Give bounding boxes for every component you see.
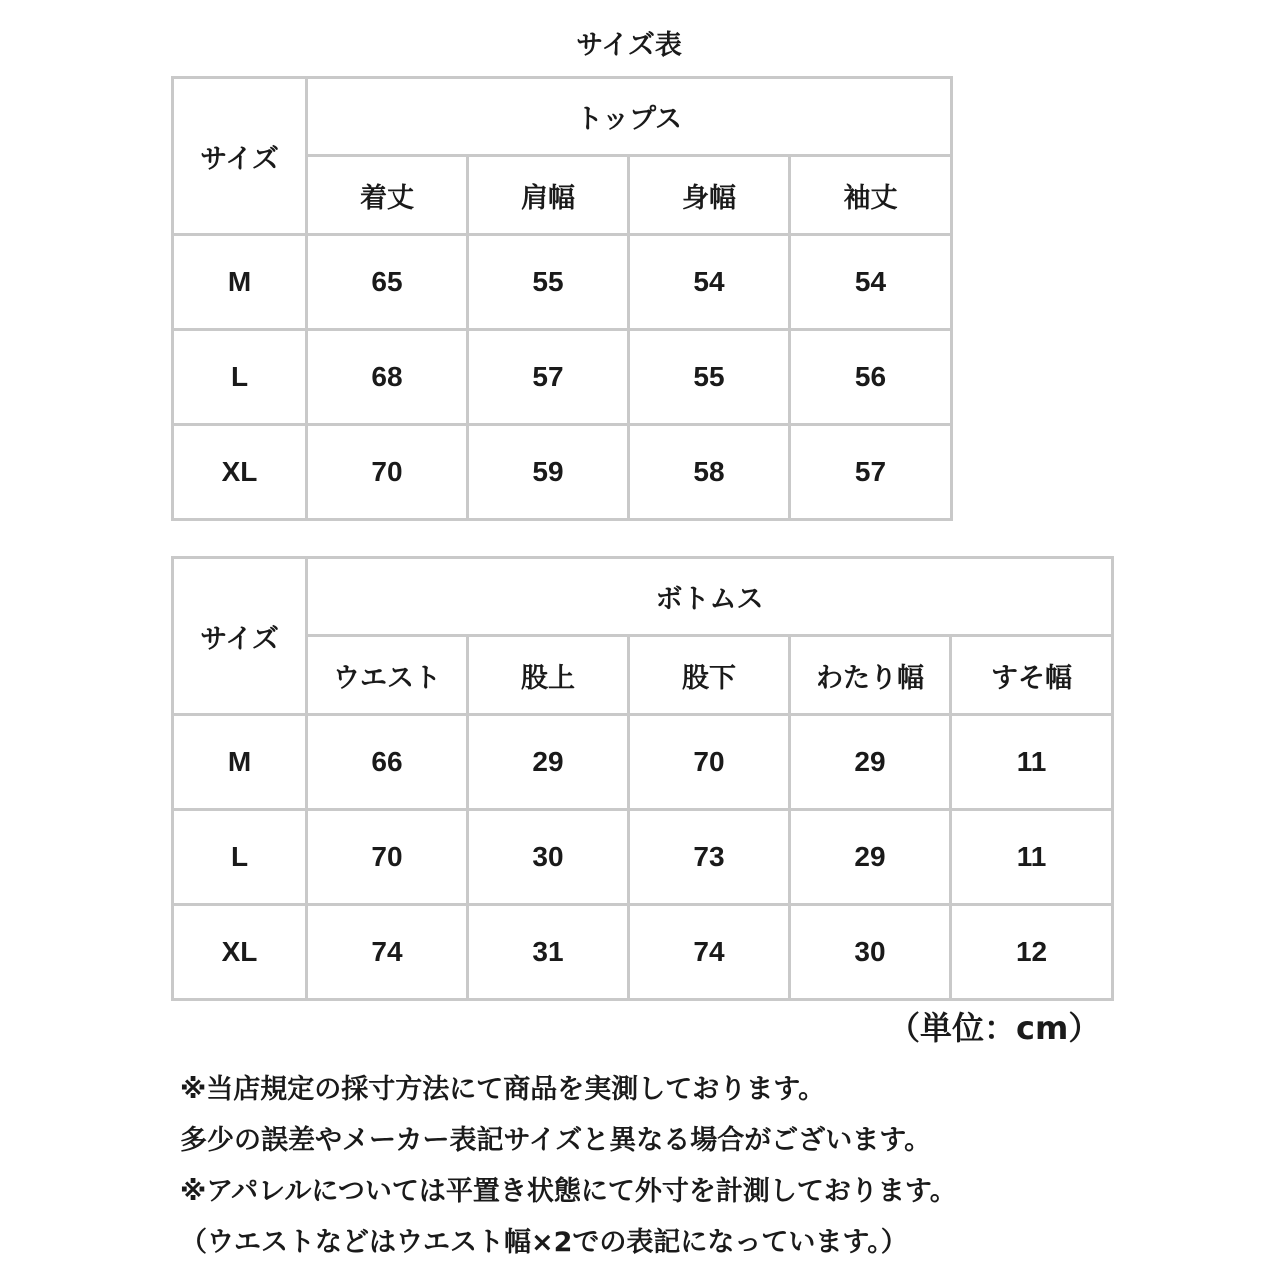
value-cell: 55 — [468, 235, 629, 330]
table-row — [173, 235, 952, 330]
value-cell: 54 — [790, 235, 952, 330]
size-header-cell: サイズ — [173, 558, 307, 715]
value-cell: 70 — [629, 715, 790, 810]
size-label-cell: XL — [173, 425, 307, 520]
measurement-notes — [180, 1064, 1260, 1268]
value-cell: 30 — [468, 810, 629, 905]
note-line: （ウエストなどはウエスト幅×2での表記になっています。） — [180, 1227, 908, 1258]
column-header: わたり幅 — [790, 636, 951, 715]
value-cell: 54 — [629, 235, 790, 330]
unit-note: （単位：cm） — [888, 1009, 1101, 1047]
table-row — [173, 810, 1113, 905]
value-cell: 30 — [790, 905, 951, 1000]
bottoms-size-table — [171, 556, 1114, 1001]
note-line: 多少の誤差やメーカー表記サイズと異なる場合がございます。 — [180, 1125, 932, 1156]
value-cell: 12 — [951, 905, 1113, 1000]
column-header: 着丈 — [307, 156, 468, 235]
table-row — [173, 330, 952, 425]
value-cell: 66 — [307, 715, 468, 810]
column-header: すそ幅 — [951, 636, 1113, 715]
value-cell: 31 — [468, 905, 629, 1000]
value-cell: 56 — [790, 330, 952, 425]
value-cell: 11 — [951, 715, 1113, 810]
value-cell: 29 — [790, 810, 951, 905]
value-cell: 65 — [307, 235, 468, 330]
value-cell: 55 — [629, 330, 790, 425]
column-header: 身幅 — [629, 156, 790, 235]
value-cell: 74 — [629, 905, 790, 1000]
size-header-cell: サイズ — [173, 78, 307, 235]
note-line: ※アパレルについては平置き状態にて外寸を計測しております。 — [180, 1176, 957, 1207]
column-header: 股上 — [468, 636, 629, 715]
size-label-cell: L — [173, 330, 307, 425]
tops-group-header: トップス — [307, 78, 952, 156]
bottoms-group-header: ボトムス — [307, 558, 1113, 636]
size-label-cell: M — [173, 715, 307, 810]
column-header: 袖丈 — [790, 156, 952, 235]
value-cell: 70 — [307, 425, 468, 520]
table-row — [173, 905, 1113, 1000]
table-row — [173, 715, 1113, 810]
value-cell: 57 — [790, 425, 952, 520]
value-cell: 58 — [629, 425, 790, 520]
table-row — [173, 425, 952, 520]
value-cell: 74 — [307, 905, 468, 1000]
value-cell: 11 — [951, 810, 1113, 905]
page-title: サイズ表 — [576, 30, 682, 61]
note-line: ※当店規定の採寸方法にて商品を実測しております。 — [180, 1074, 826, 1105]
value-cell: 59 — [468, 425, 629, 520]
column-header: ウエスト — [307, 636, 468, 715]
column-header: 股下 — [629, 636, 790, 715]
value-cell: 29 — [790, 715, 951, 810]
value-cell: 70 — [307, 810, 468, 905]
tops-size-table — [171, 76, 953, 521]
value-cell: 68 — [307, 330, 468, 425]
value-cell: 73 — [629, 810, 790, 905]
size-label-cell: M — [173, 235, 307, 330]
value-cell: 29 — [468, 715, 629, 810]
column-header: 肩幅 — [468, 156, 629, 235]
value-cell: 57 — [468, 330, 629, 425]
size-label-cell: L — [173, 810, 307, 905]
size-label-cell: XL — [173, 905, 307, 1000]
